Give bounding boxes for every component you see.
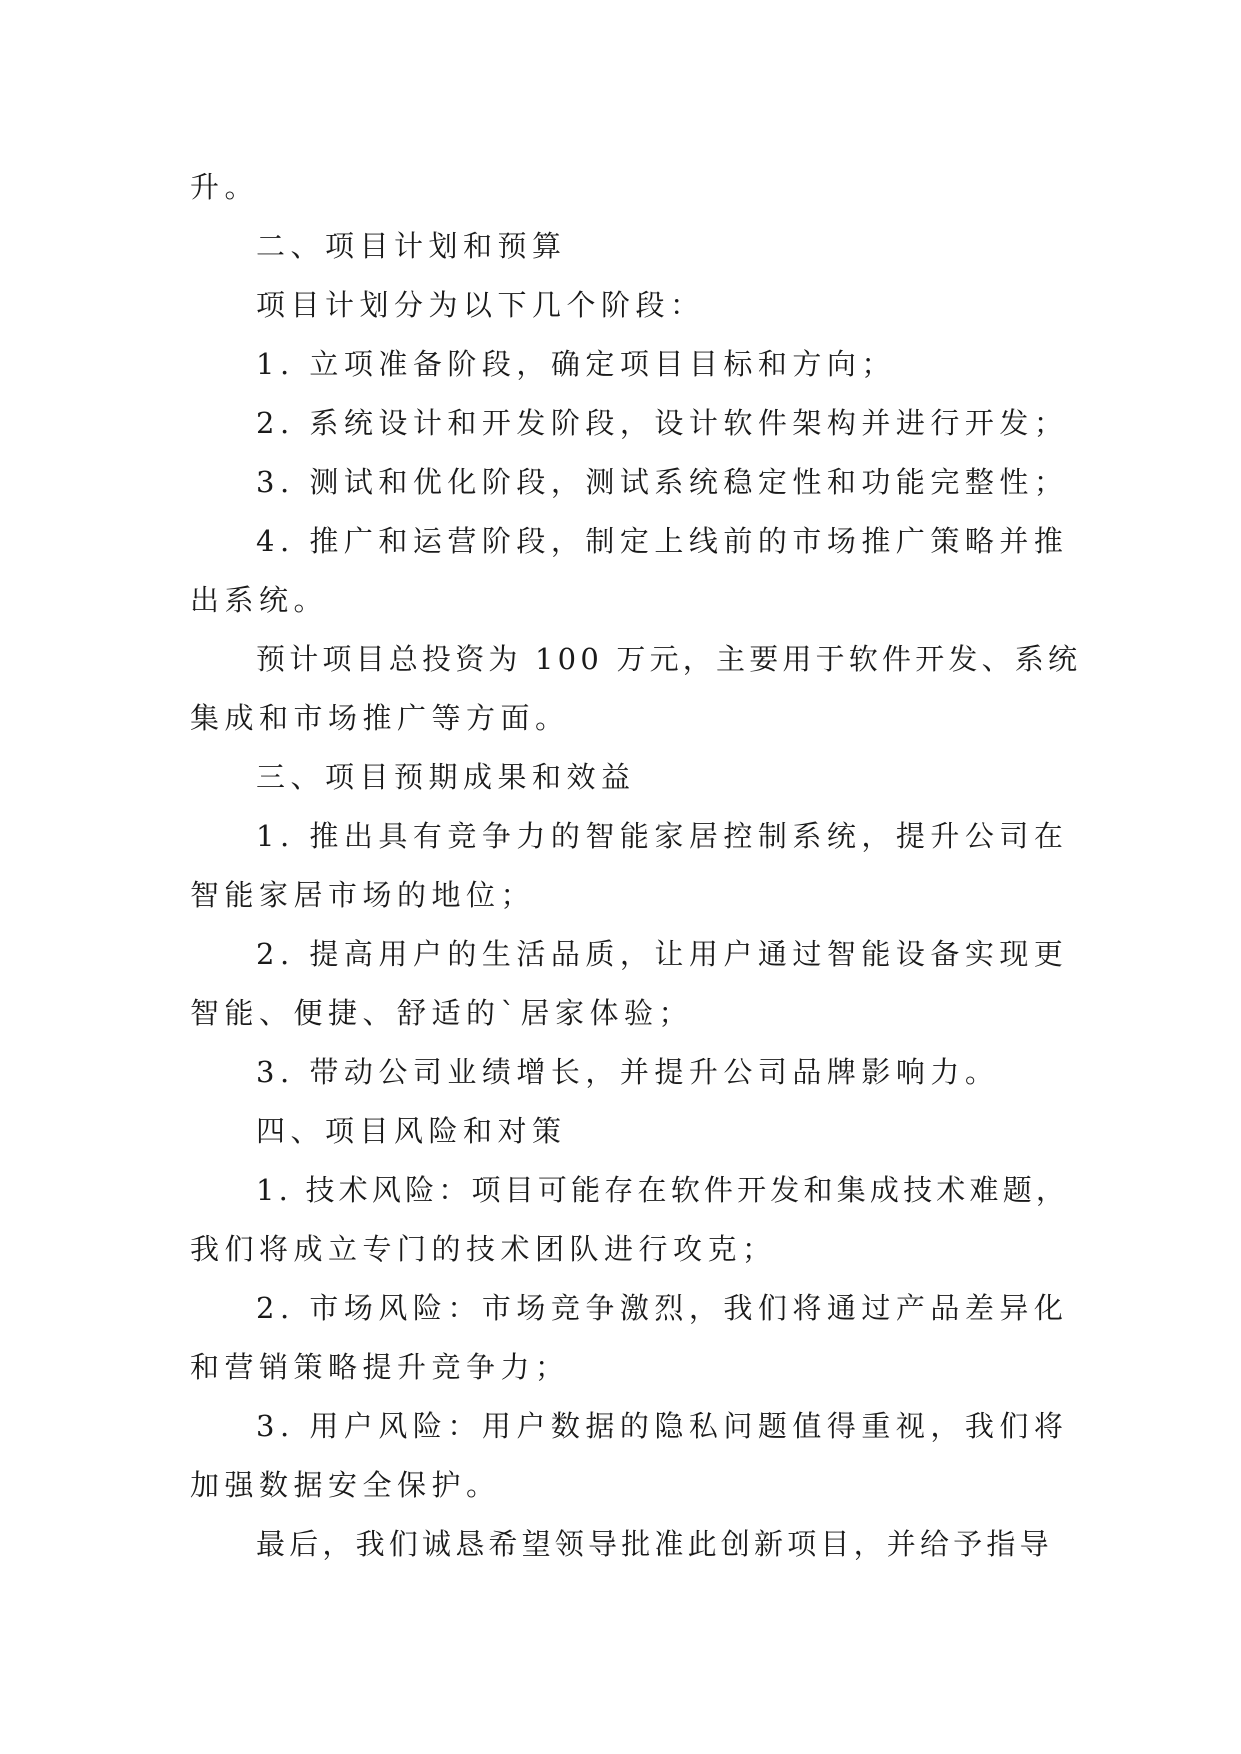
text-line: 升。	[190, 170, 260, 204]
section-heading-plan-budget: 二、项目计划和预算	[256, 229, 567, 263]
text-line: 我们将成立专门的技术团队进行攻克；	[190, 1232, 777, 1266]
list-item: 1. 立项准备阶段，确定项目目标和方向；	[256, 347, 896, 381]
list-item: 3. 用户风险：用户数据的隐私问题值得重视，我们将	[256, 1409, 1069, 1443]
list-item: 2. 系统设计和开发阶段，设计软件架构并进行开发；	[256, 406, 1069, 440]
text-line: 预计项目总投资为 100 万元，主要用于软件开发、系统	[256, 642, 1082, 676]
text-line: 智能、便捷、舒适的`居家体验；	[190, 996, 694, 1030]
list-item: 1. 技术风险：项目可能存在软件开发和集成技术难题，	[256, 1173, 1070, 1207]
section-heading-expected-results: 三、项目预期成果和效益	[256, 760, 636, 794]
text-line: 和营销策略提升竞争力；	[190, 1350, 570, 1384]
text-line: 集成和市场推广等方面。	[190, 701, 570, 735]
document-body	[190, 158, 1082, 1574]
text-line: 智能家居市场的地位；	[190, 878, 536, 912]
list-item: 3. 测试和优化阶段，测试系统稳定性和功能完整性；	[256, 465, 1069, 499]
list-item: 2. 市场风险：市场竞争激烈，我们将通过产品差异化	[256, 1291, 1069, 1325]
list-item: 1. 推出具有竞争力的智能家居控制系统，提升公司在	[256, 819, 1069, 853]
text-line: 项目计划分为以下几个阶段：	[256, 288, 705, 322]
list-item: 4. 推广和运营阶段，制定上线前的市场推广策略并推	[256, 524, 1069, 558]
text-line: 出系统。	[190, 583, 329, 617]
text-line: 最后，我们诚恳希望领导批准此创新项目，并给予指导	[256, 1527, 1053, 1561]
list-item: 3. 带动公司业绩增长，并提升公司品牌影响力。	[256, 1055, 1000, 1089]
section-heading-risks: 四、项目风险和对策	[256, 1114, 567, 1148]
text-line: 加强数据安全保护。	[190, 1468, 501, 1502]
list-item: 2. 提高用户的生活品质，让用户通过智能设备实现更	[256, 937, 1069, 971]
